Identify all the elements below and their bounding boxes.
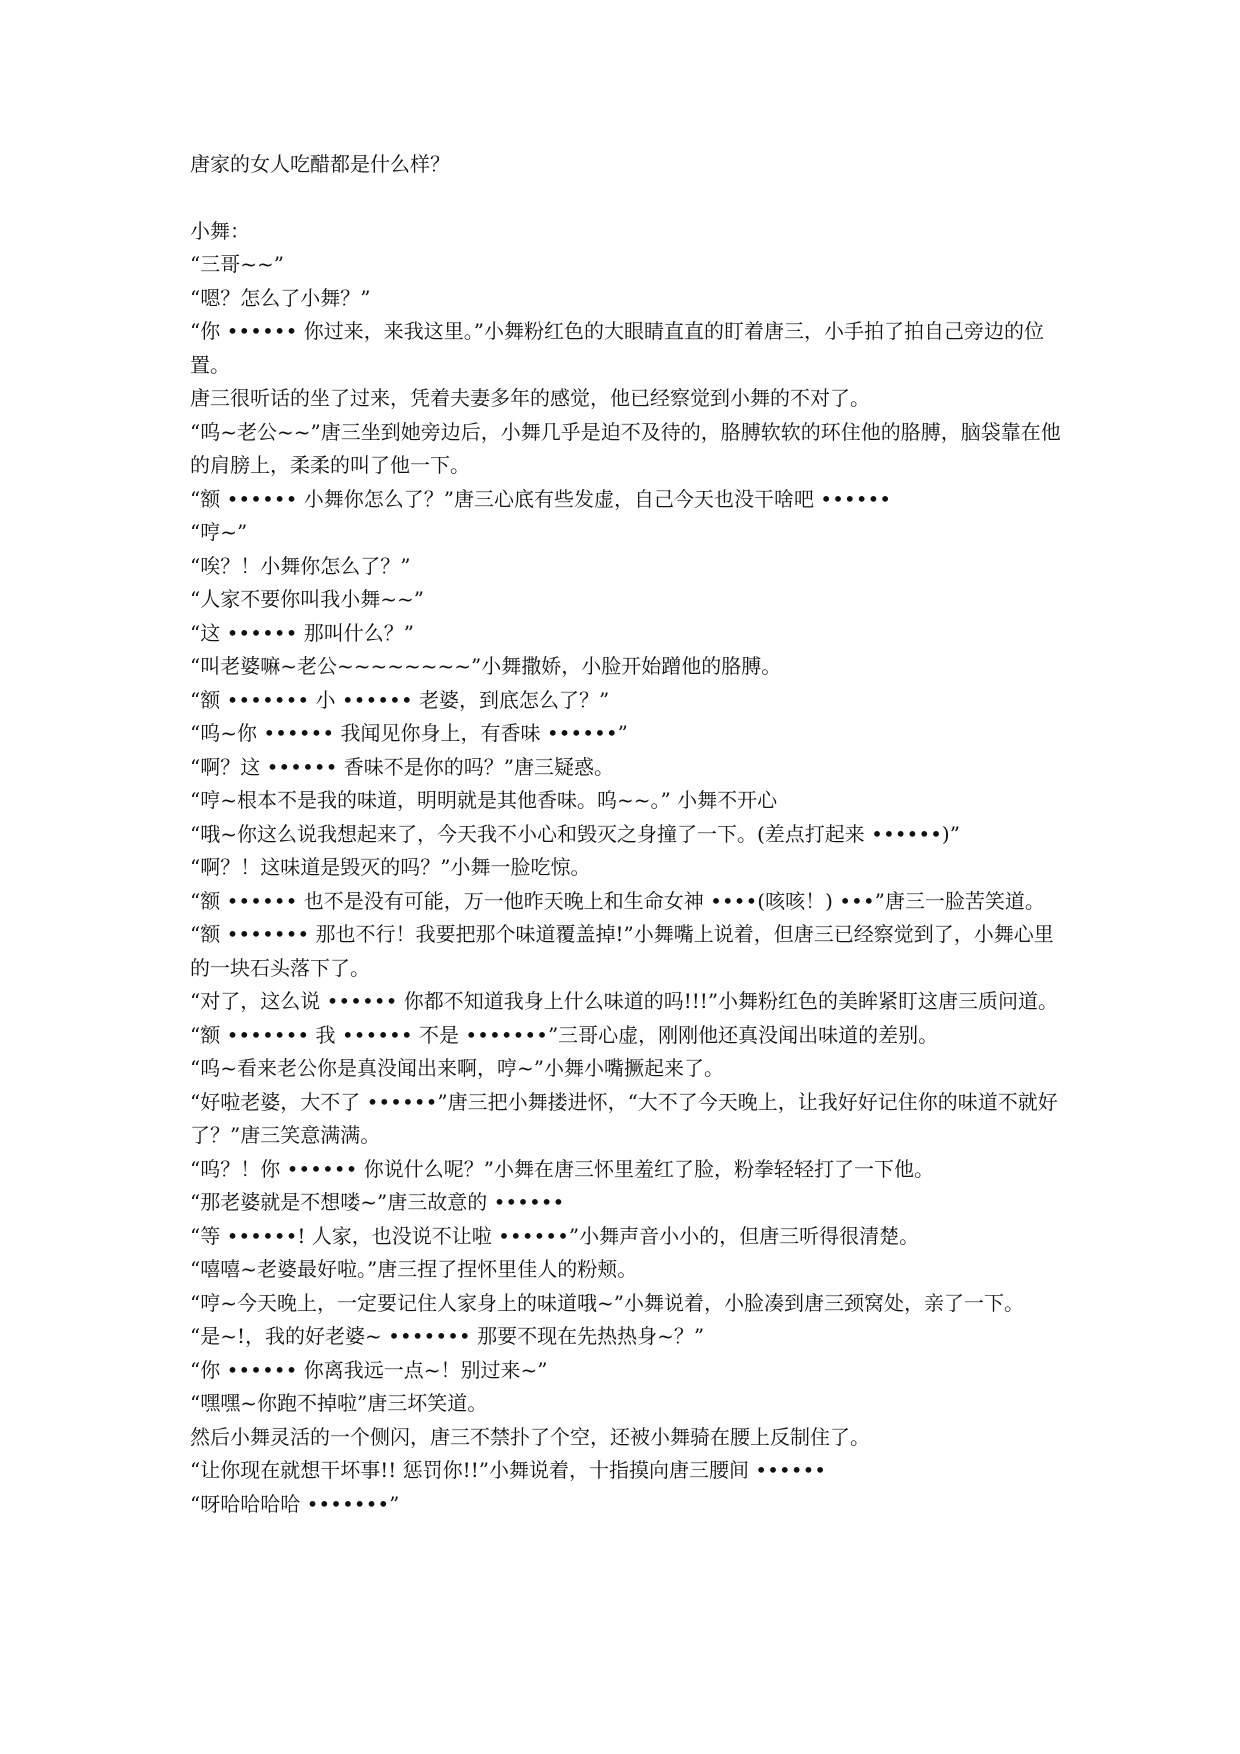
dialogue-line: 唐三很听话的坐了过来，凭着夫妻多年的感觉，他已经察觉到小舞的不对了。 <box>190 386 870 410</box>
dialogue-line: “呜？！你 •••••• 你说什么呢？”小舞在唐三怀里羞红了脸，粉拳轻轻打了一下他。 <box>190 1156 934 1181</box>
dialogue-lines <box>190 248 1070 1521</box>
dialogue-line: “呜~你 •••••• 我闻见你身上，有香味 ••••••” <box>190 721 628 745</box>
dialogue-line: “让你现在就想干坏事!! 惩罚你!!”小舞说着，十指摸向唐三腰间 •••••• <box>190 1458 827 1482</box>
dialogue-line: “你 •••••• 你过来，来我这里。”小舞粉红色的大眼睛直直的盯着唐三，小手拍了拍自己旁边的位置。 <box>190 319 1044 377</box>
dialogue-line: “等 ••••••! 人家，也没说不让啦 ••••••”小舞声音小小的，但唐三听得很清楚。 <box>190 1223 920 1248</box>
dialogue-line: “唉？！小舞你怎么了？” <box>190 553 411 578</box>
dialogue-line: “额 ••••••• 小 •••••• 老婆，到底怎么了？” <box>190 687 610 712</box>
dialogue-line: “额 •••••• 也不是没有可能，万一他昨天晚上和生命女神 ••••(咳咳！) •••”唐三一脸苦笑道。 <box>190 888 1045 913</box>
dialogue-line: “叫老婆嘛~老公~~~~~~~~”小舞撒娇，小脸开始蹭他的胳膊。 <box>190 654 782 678</box>
dialogue-line: “人家不要你叫我小舞~~” <box>190 587 424 611</box>
dialogue-line: “额 ••••••• 那也不行！我要把那个味道覆盖掉!”小舞嘴上说着，但唐三已经察觉到了，小舞心里的一块石头落下了。 <box>190 922 1054 980</box>
dialogue-line: “对了，这么说 •••••• 你都不知道我身上什么味道的吗!!!”小舞粉红色的美眸紧盯这唐三质问道。 <box>190 989 1059 1013</box>
dialogue-line: “哼~今天晚上，一定要记住人家身上的味道哦~”小舞说着，小脸凑到唐三颈窝处，亲了一下。 <box>190 1290 1024 1315</box>
dialogue-line: “是~!，我的好老婆~ ••••••• 那要不现在先热热身~？” <box>190 1324 705 1348</box>
dialogue-line: “嘻嘻~老婆最好啦。”唐三捏了捏怀里佳人的粉颊。 <box>190 1257 638 1281</box>
dialogue-line: “三哥~~” <box>190 252 284 276</box>
dialogue-line: “哼~根本不是我的味道，明明就是其他香味。呜~~。” 小舞不开心 <box>190 788 778 812</box>
dialogue-line: “嗯？怎么了小舞？” <box>190 285 371 310</box>
dialogue-line: “呀哈哈哈哈 •••••••” <box>190 1491 400 1516</box>
dialogue-line: “嘿嘿~你跑不掉啦”唐三坏笑道。 <box>190 1391 488 1415</box>
dialogue-line: “额 •••••• 小舞你怎么了？”唐三心底有些发虚，自己今天也没干啥吧 •••••• <box>190 486 892 511</box>
dialogue-line: “呜~老公~~”唐三坐到她旁边后，小舞几乎是迫不及待的，胳膊软软的环住他的胳膊，脑袋靠在他的肩膀上，柔柔的叫了他一下。 <box>190 419 1061 477</box>
dialogue-line: “额 ••••••• 我 •••••• 不是 •••••••”三哥心虚，刚刚他还真没闻出味道的差别。 <box>190 1022 939 1047</box>
speaker-label: 小舞： <box>190 218 250 243</box>
dialogue-line: “啊？！这味道是毁灭的吗？”小舞一脸吃惊。 <box>190 855 591 879</box>
dialogue-line: “你 •••••• 你离我远一点~！别过来~” <box>190 1357 548 1382</box>
dialogue-line: “啊？这 •••••• 香味不是你的吗？”唐三疑惑。 <box>190 754 614 779</box>
dialogue-line: “这 •••••• 那叫什么？” <box>190 620 414 645</box>
dialogue-line: “好啦老婆，大不了 ••••••”唐三把小舞搂进怀，“大不了今天晚上，让我好好记住你的味道不就好了？”唐三笑意满满。 <box>190 1089 1058 1147</box>
dialogue-line: “那老婆就是不想喽~”唐三故意的 •••••• <box>190 1190 565 1214</box>
document-body <box>190 148 1070 1521</box>
dialogue-line: “哦~你这么说我想起来了，今天我不小心和毁灭之身撞了一下。(差点打起来 ••••••)” <box>190 821 960 846</box>
document-title: 唐家的女人吃醋都是什么样？ <box>190 152 450 176</box>
dialogue-line: “呜~看来老公你是真没闻出来啊，哼~”小舞小嘴撅起来了。 <box>190 1056 724 1080</box>
dialogue-line: “哼~” <box>190 520 248 544</box>
dialogue-line: 然后小舞灵活的一个侧闪，唐三不禁扑了个空，还被小舞骑在腰上反制住了。 <box>190 1424 870 1449</box>
